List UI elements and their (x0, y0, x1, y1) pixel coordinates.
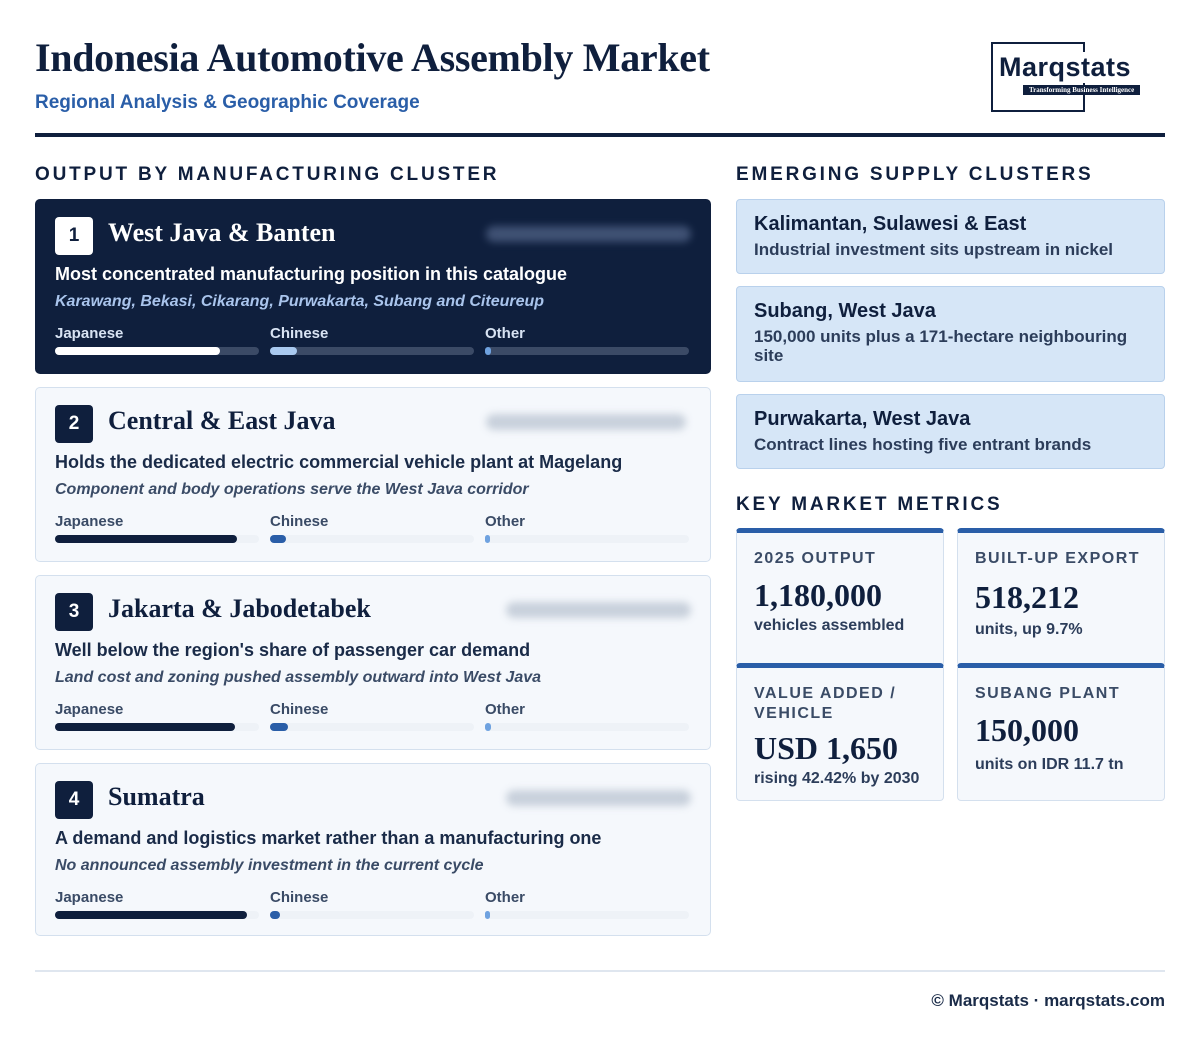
share-bar-japanese (55, 513, 259, 547)
share-fill (270, 723, 288, 731)
share-label: Chinese (270, 513, 329, 530)
share-bar-other (485, 701, 689, 735)
share-bar-other (485, 513, 689, 547)
redacted-figure (506, 790, 691, 806)
supply-card (736, 199, 1165, 274)
redacted-figure (486, 414, 686, 430)
share-label: Chinese (270, 325, 329, 342)
share-track (485, 723, 689, 731)
supply-card-description: 150,000 units plus a 171-hectare neighbouring site (754, 327, 1128, 365)
share-fill (485, 911, 490, 919)
share-track (485, 347, 689, 355)
cluster-name: Sumatra (108, 782, 205, 811)
share-label: Chinese (270, 889, 329, 906)
share-label: Japanese (55, 889, 124, 906)
metric-subtext: units, up 9.7% (975, 621, 1083, 638)
cluster-name: West Java & Banten (108, 218, 336, 247)
origin-share-bars (55, 325, 691, 359)
share-track (270, 723, 474, 731)
share-fill (55, 911, 247, 919)
share-label: Other (485, 889, 526, 906)
share-label: Japanese (55, 325, 124, 342)
share-fill (55, 347, 220, 355)
rank-badge: 2 (55, 405, 93, 443)
cluster-note: No announced assembly investment in the current cycle (55, 857, 484, 874)
metric-subtext: vehicles assembled (754, 617, 905, 634)
share-label: Other (485, 701, 526, 718)
share-bar-japanese (55, 325, 259, 359)
cluster-card (35, 199, 711, 374)
share-track (485, 535, 689, 543)
origin-share-bars (55, 701, 691, 735)
cluster-description: Holds the dedicated electric commercial vehicle plant at Magelang (55, 452, 623, 472)
metric-label: VALUE ADDED / VEHICLE (754, 685, 897, 722)
metric-label: SUBANG PLANT (975, 685, 1121, 702)
logo-wordmark: Marqstats (999, 52, 1132, 82)
share-track (55, 723, 259, 731)
share-bar-chinese (270, 325, 474, 359)
cluster-name: Jakarta & Jabodetabek (108, 594, 371, 623)
metric-value: USD 1,650 (754, 730, 899, 766)
share-bar-chinese (270, 701, 474, 735)
metric-card-subang (957, 663, 1165, 801)
metric-card-output (736, 528, 944, 666)
share-bar-japanese (55, 889, 259, 923)
share-track (55, 911, 259, 919)
cluster-name: Central & East Java (108, 406, 336, 435)
share-bar-other (485, 325, 689, 359)
share-fill (270, 347, 297, 355)
supply-card-title: Subang, West Java (754, 300, 936, 322)
share-bar-other (485, 889, 689, 923)
cluster-note: Karawang, Bekasi, Cikarang, Purwakarta, Subang and Citeureup (55, 293, 545, 310)
redacted-figure (506, 602, 691, 618)
metrics-section-title: KEY MARKET METRICS (736, 494, 1003, 515)
brand-logo (991, 42, 1165, 112)
share-label: Japanese (55, 513, 124, 530)
cluster-card (35, 387, 711, 562)
share-track (55, 347, 259, 355)
share-bar-chinese (270, 513, 474, 547)
metric-subtext: units on IDR 11.7 tn (975, 756, 1124, 773)
supply-card-description: Contract lines hosting five entrant brands (754, 435, 1092, 454)
share-label: Chinese (270, 701, 329, 718)
share-fill (55, 723, 235, 731)
origin-share-bars (55, 513, 691, 547)
share-track (270, 535, 474, 543)
share-bar-japanese (55, 701, 259, 735)
supply-card (736, 394, 1165, 469)
share-label: Other (485, 325, 526, 342)
supply-card-title: Kalimantan, Sulawesi & East (754, 213, 1027, 235)
page-header (35, 34, 1165, 138)
supply-card-title: Purwakarta, West Java (754, 408, 971, 430)
share-fill (55, 535, 237, 543)
footer-credit: © Marqstats · marqstats.com (931, 991, 1165, 1010)
cluster-description: A demand and logistics market rather than a manufacturing one (55, 828, 602, 848)
cluster-card (35, 763, 711, 936)
metric-label: BUILT-UP EXPORT (975, 550, 1141, 567)
metric-card-value-added (736, 663, 944, 801)
supply-card (736, 286, 1165, 382)
origin-share-bars (55, 889, 691, 923)
share-track (270, 911, 474, 919)
share-track (55, 535, 259, 543)
cluster-note: Land cost and zoning pushed assembly outward into West Java (55, 669, 542, 686)
metric-subtext: rising 42.42% by 2030 (754, 770, 920, 787)
cluster-note: Component and body operations serve the West Java corridor (55, 481, 529, 498)
cluster-description: Well below the region's share of passenger car demand (55, 640, 531, 660)
header-divider (35, 133, 1165, 137)
share-fill (270, 535, 286, 543)
footer-divider (35, 970, 1165, 972)
logo-tagline: Transforming Business Intelligence (1023, 85, 1140, 95)
supply-section-title: EMERGING SUPPLY CLUSTERS (736, 164, 1094, 185)
page-subtitle: Regional Analysis & Geographic Coverage (35, 92, 420, 113)
supply-card-description: Industrial investment sits upstream in nickel (754, 240, 1113, 259)
share-fill (485, 347, 491, 355)
rank-badge: 3 (55, 593, 93, 631)
share-fill (270, 911, 280, 919)
metric-card-export (957, 528, 1165, 666)
clusters-section-title: OUTPUT BY MANUFACTURING CLUSTER (35, 164, 500, 185)
rank-badge: 1 (55, 217, 93, 255)
share-track (485, 911, 689, 919)
metric-value: 1,180,000 (754, 577, 882, 613)
cluster-card (35, 575, 711, 750)
share-label: Japanese (55, 701, 124, 718)
share-track (270, 347, 474, 355)
cluster-description: Most concentrated manufacturing position in this catalogue (55, 264, 568, 284)
share-fill (485, 723, 491, 731)
share-bar-chinese (270, 889, 474, 923)
metric-value: 150,000 (975, 712, 1079, 748)
share-fill (485, 535, 490, 543)
metric-value: 518,212 (975, 579, 1079, 615)
metric-label: 2025 OUTPUT (754, 550, 877, 567)
redacted-figure (486, 226, 691, 242)
rank-badge: 4 (55, 781, 93, 819)
share-label: Other (485, 513, 526, 530)
page-title: Indonesia Automotive Assembly Market (35, 35, 710, 80)
